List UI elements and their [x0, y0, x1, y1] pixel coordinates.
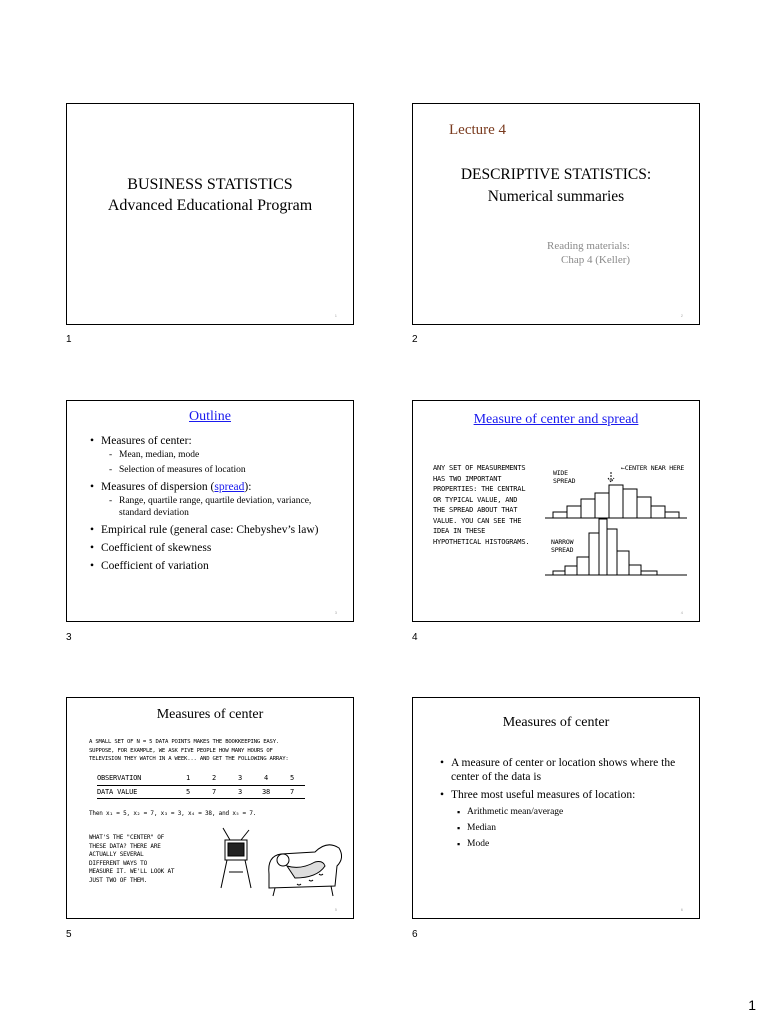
slide1-footer-number: 1	[334, 313, 337, 318]
outline-item-center: • Measures of center: - Mean, median, mode - Selection of measures of location	[101, 434, 341, 476]
slide5-intro-text: A SMALL SET OF N = 5 DATA POINTS MAKES THE BOOKKEEPING EASY. SUPPOSE, FOR EXAMPLE, WE ASK FIVE PEOPLE HOW MANY HOURS OF TELEVISION THEY WATCH IN A WEEK... AND GET THE FOLLOWING ARRAY:	[89, 739, 289, 762]
spread-link[interactable]: spread	[214, 481, 245, 493]
slide-number-6: 6	[412, 929, 418, 940]
slide2-title-line2: Numerical summaries	[487, 188, 625, 205]
outline-item-skewness: • Coefficient of skewness	[101, 541, 341, 555]
table-cell: 7	[211, 787, 216, 796]
slide1-title-line2: Advanced Educational Program	[107, 197, 313, 214]
table-cell: 3	[237, 787, 242, 796]
table-header-cell: 4	[263, 774, 268, 782]
histogram-drawings	[541, 471, 691, 583]
slide-3	[66, 400, 354, 622]
slide2-title-line1: DESCRIPTIVE STATISTICS:	[460, 166, 652, 183]
narrow-spread-label: NARROW SPREAD	[551, 538, 574, 554]
outline-sub-selection: - Selection of measures of location	[119, 465, 341, 477]
outline-item-empirical: • Empirical rule (general case: Chebyshev’s law)	[101, 523, 341, 537]
table-cell: 5	[185, 787, 190, 796]
table-header-cell: 3	[237, 774, 242, 782]
slide-number-2: 2	[412, 334, 418, 345]
slide6-bullet-definition: • A measure of center or location shows where the center of the data is	[451, 756, 685, 784]
slide4-title[interactable]: Measure of center and spread	[473, 412, 639, 427]
slide4-cartoon-text: ANY SET OF MEASUREMENTS HAS TWO IMPORTANT PROPERTIES: THE CENTRAL OR TYPICAL VALUE, AND THE SPREAD ABOUT THAT VALUE. YOU CAN SEE THE IDEA IN THESE HYPOTHETICAL HISTOGRAMS.	[433, 464, 530, 546]
slide2-lecture-label: Lecture 4	[449, 122, 507, 138]
slide2-reading-chapter: Chap 4 (Keller)	[561, 254, 631, 266]
slide5-title: Measures of center	[156, 707, 264, 722]
outline-item-dispersion: • Measures of dispersion (spread): - Range, quartile range, quartile deviation, variance, standard deviation	[101, 480, 341, 519]
slide-number-5: 5	[66, 929, 72, 940]
slide-1	[66, 103, 354, 325]
measure-item-mean: ▪ Arithmetic mean/average	[467, 804, 685, 820]
slide6-footer-number: 6	[680, 907, 683, 912]
table-header-cell: 5	[289, 774, 294, 782]
slide6-title: Measures of center	[502, 715, 610, 730]
center-near-here-label: ←CENTER NEAR HERE	[621, 464, 685, 472]
table-cell: DATA VALUE	[97, 787, 138, 796]
slide3-title[interactable]: Outline	[189, 409, 231, 424]
measure-item-median: ▪ Median	[467, 820, 685, 836]
measure-item-mode: ▪ Mode	[467, 836, 685, 852]
table-header-cell: 2	[211, 774, 216, 782]
slide-4	[412, 400, 700, 622]
table-cell: 7	[289, 787, 294, 796]
outline-sub-mean: - Mean, median, mode	[119, 450, 341, 462]
slide-number-1: 1	[66, 334, 72, 345]
wide-spread-label: WIDE SPREAD	[553, 469, 576, 485]
slide3-footer-number: 3	[334, 610, 337, 615]
slide5-footer-number: 5	[334, 907, 337, 912]
slide2-footer-number: 2	[680, 313, 683, 318]
slide5-question-text: WHAT'S THE "CENTER" OF THESE DATA? THERE ARE ACTUALLY SEVERAL DIFFERENT WAYS TO MEASURE IT. WE'LL LOOK AT JUST TWO OF THEM.	[89, 834, 175, 884]
tv-watcher-cartoon	[197, 826, 347, 902]
slide5-then-line: Then x₁ = 5, x₂ = 7, x₃ = 3, x₄ = 38, and x₅ = 7.	[89, 810, 257, 817]
observation-table	[97, 772, 305, 799]
page-number: 1	[748, 997, 756, 1013]
table-header-cell: 1	[185, 774, 190, 782]
slide-5	[66, 697, 354, 919]
slide4-footer-number: 4	[680, 610, 683, 615]
slide-number-3: 3	[66, 632, 72, 643]
outline-item-variation: • Coefficient of variation	[101, 559, 341, 573]
slide2-reading-label: Reading materials:	[547, 240, 630, 252]
slide6-bullet-three-measures: • Three most useful measures of location: ▪ Arithmetic mean/average ▪ Median ▪ Mode	[451, 788, 685, 852]
table-cell: 38	[261, 787, 271, 796]
slide-2	[412, 103, 700, 325]
table-header-cell: OBSERVATION	[97, 774, 142, 782]
slide-6	[412, 697, 700, 919]
slide-number-4: 4	[412, 632, 418, 643]
outline-sub-range: - Range, quartile range, quartile deviation, variance, standard deviation	[119, 496, 341, 519]
slide1-title-line1: BUSINESS STATISTICS	[127, 176, 293, 193]
